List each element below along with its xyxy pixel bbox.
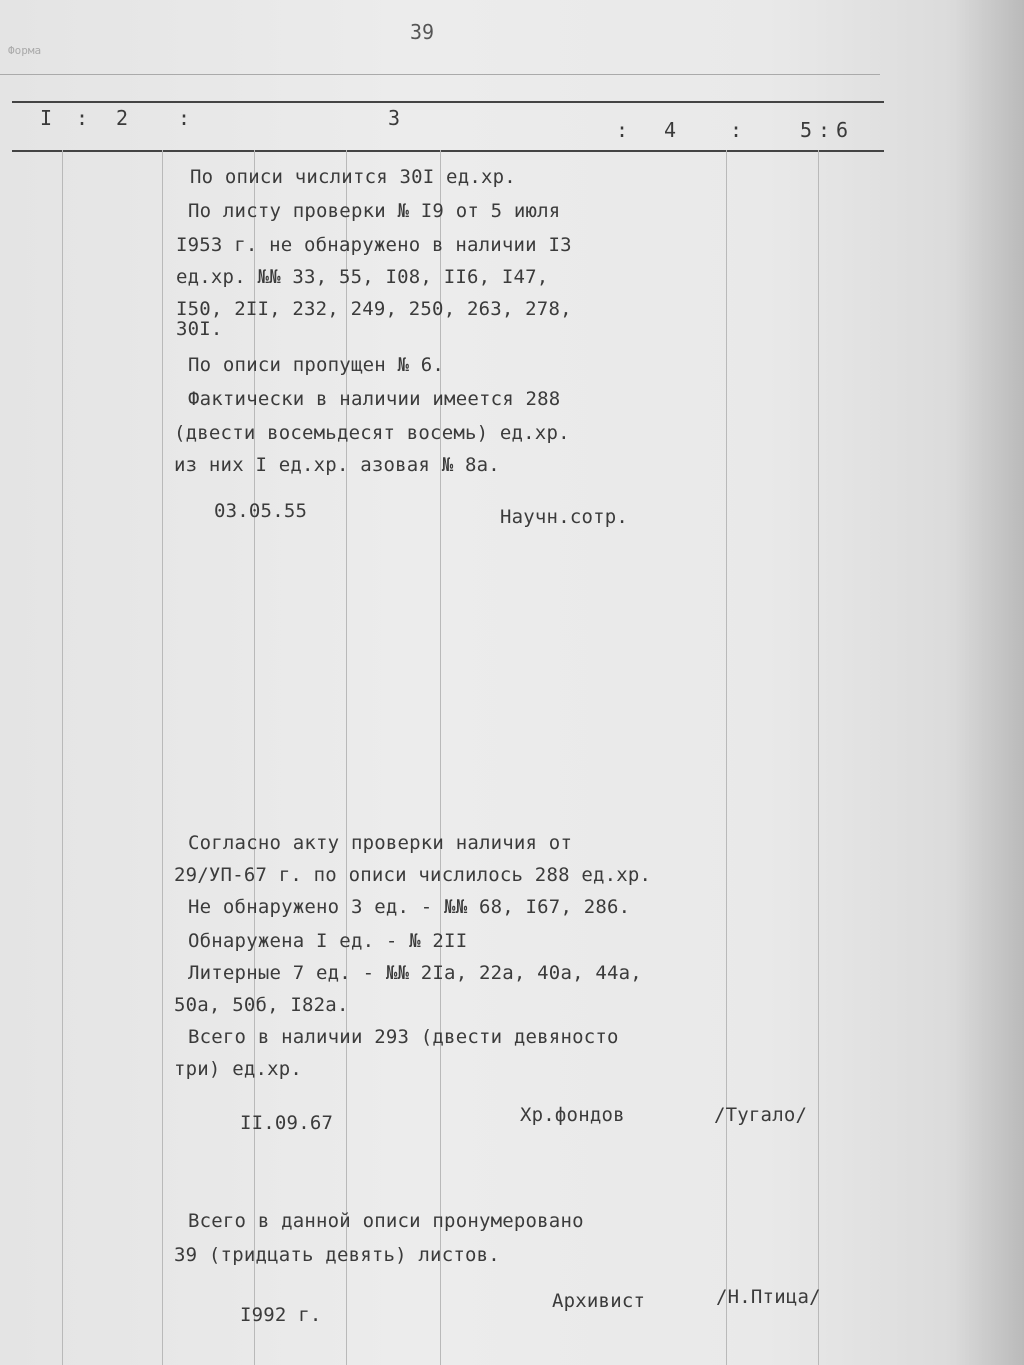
block1-line: По описи числится 30I ед.хр.: [190, 166, 516, 188]
column-line: [346, 150, 347, 1365]
block2-line: Не обнаружено 3 ед. - №№ 68, I67, 286.: [188, 896, 631, 918]
header-bottom-rule: [12, 150, 884, 152]
block3-line: 39 (тридцать девять) листов.: [174, 1244, 500, 1266]
block1-line: I50, 2II, 232, 249, 250, 263, 278,: [176, 298, 572, 320]
block1-date: 03.05.55: [214, 500, 308, 522]
header-sep: :: [76, 106, 89, 130]
block1-line: По описи пропущен № 6.: [188, 354, 445, 376]
block1-line: Фактически в наличии имеется 288: [188, 388, 561, 410]
header-col-6: 6: [836, 118, 849, 142]
block1-line: (двести восемьдесят восемь) ед.хр.: [174, 422, 570, 444]
column-line: [726, 150, 727, 1365]
top-faint-rule: [0, 74, 880, 75]
block1-line: 30I.: [176, 318, 223, 340]
block2-line: 29/УП-67 г. по описи числилось 288 ед.хр.: [174, 864, 652, 886]
block2-signature: /Тугало/: [714, 1104, 808, 1126]
block2-date: II.09.67: [240, 1112, 334, 1134]
block1-line: ед.хр. №№ 33, 55, I08, II6, I47,: [176, 266, 549, 288]
block3-position: Архивист: [552, 1290, 646, 1312]
block3-line: Всего в данной описи пронумеровано: [188, 1210, 584, 1232]
block1-line: из них I ед.хр. азовая № 8а.: [174, 454, 500, 476]
header-sep: :: [616, 118, 629, 142]
block2-line: Обнаружена I ед. - № 2II: [188, 930, 468, 952]
page-number: 39: [410, 20, 435, 44]
column-line: [254, 150, 255, 1365]
block2-line: три) ед.хр.: [174, 1058, 303, 1080]
block1-position: Научн.сотр.: [500, 506, 629, 528]
block2-line: Литерные 7 ед. - №№ 2Iа, 22а, 40а, 44а,: [188, 962, 642, 984]
column-line: [62, 150, 63, 1365]
column-line: [162, 150, 163, 1365]
header-sep: :: [818, 118, 831, 142]
block1-line: I953 г. не обнаружено в наличии I3: [176, 234, 572, 256]
block1-line: По листу проверки № I9 от 5 июля: [188, 200, 561, 222]
block2-line: 50а, 50б, I82а.: [174, 994, 349, 1016]
block2-position: Хр.фондов: [520, 1104, 625, 1126]
block3-signature: /Н.Птица/: [716, 1286, 821, 1308]
page-shadow: [954, 0, 1024, 1365]
form-label: Форма: [8, 44, 42, 57]
header-col-4: 4: [664, 118, 677, 142]
header-col-3: 3: [388, 106, 401, 130]
block3-date: I992 г.: [240, 1304, 322, 1326]
block2-line: Согласно акту проверки наличия от: [188, 832, 573, 854]
header-col-2: 2: [116, 106, 129, 130]
column-line: [818, 150, 819, 1365]
header-col-5: 5: [800, 118, 813, 142]
column-line: [440, 150, 441, 1365]
block2-line: Всего в наличии 293 (двести девяносто: [188, 1026, 619, 1048]
header-sep: :: [178, 106, 191, 130]
header-sep: :: [730, 118, 743, 142]
header-top-rule: [12, 101, 884, 103]
header-col-1: I: [40, 106, 53, 130]
